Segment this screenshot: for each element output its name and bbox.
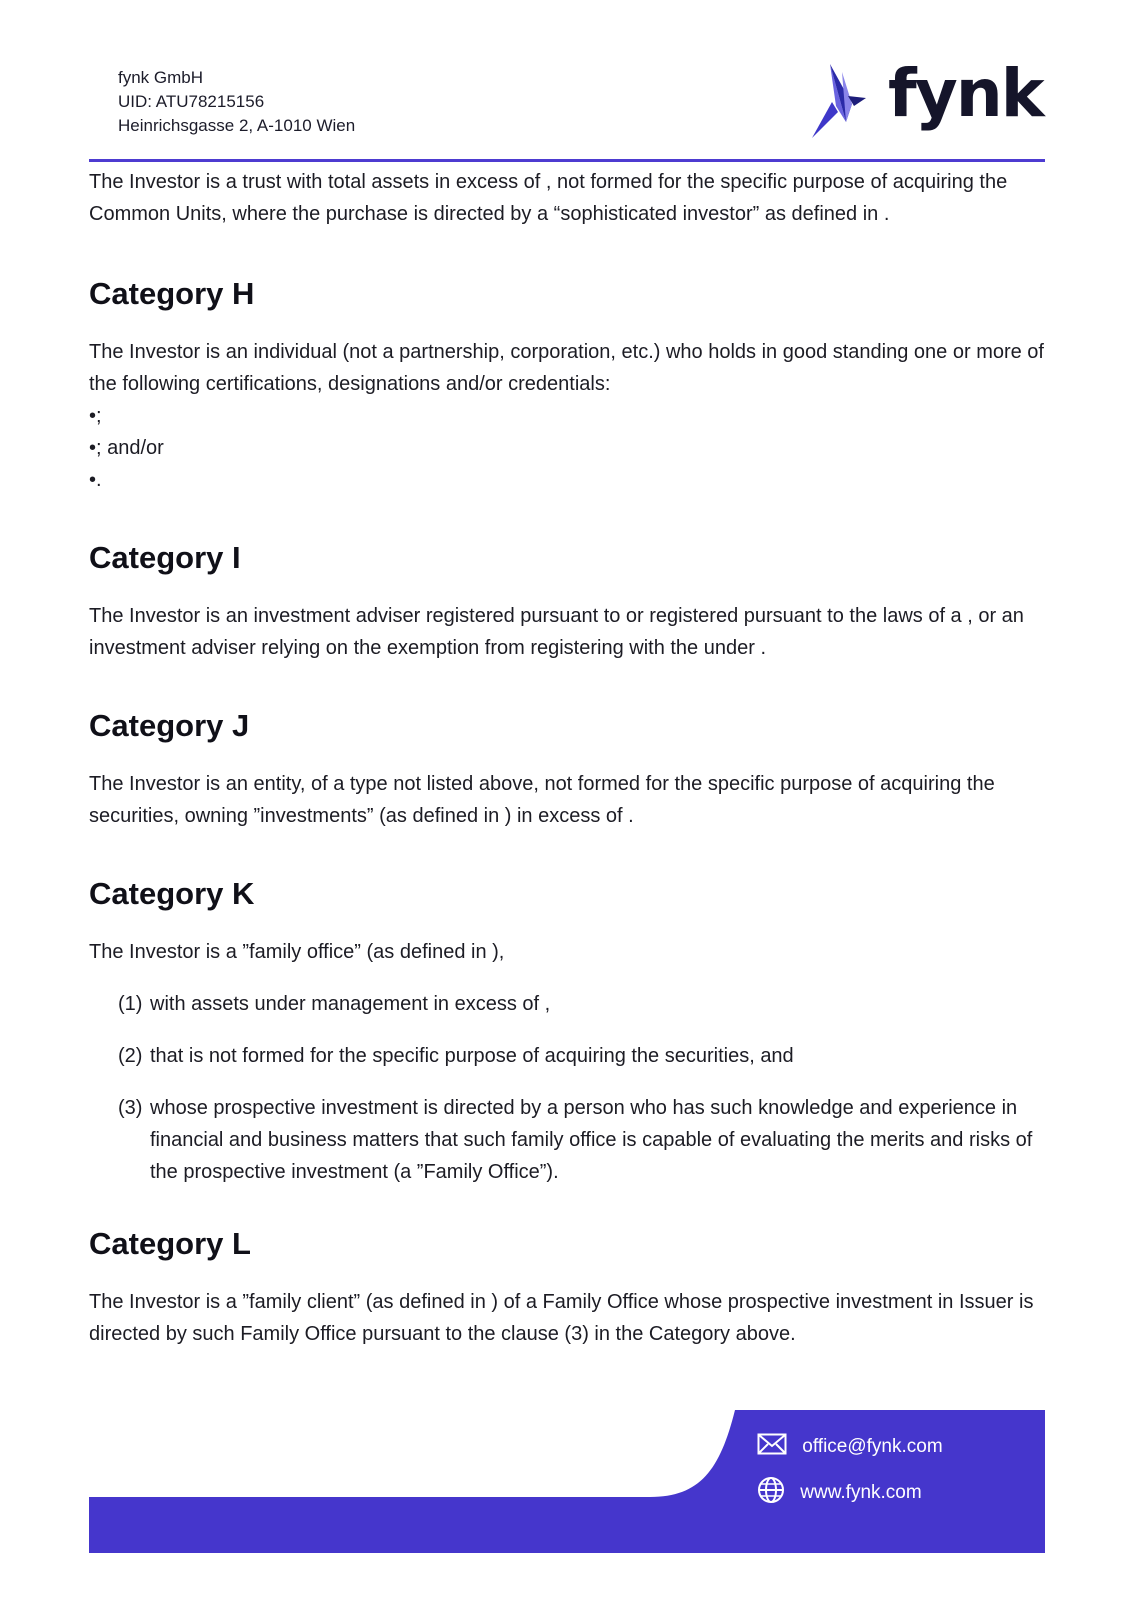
company-info	[118, 66, 355, 138]
list-item: • ;	[89, 400, 1049, 432]
intro-paragraph: The Investor is a trust with total assets in excess of , not formed for the specific purpose of acquiring the Common Units, where the purchase is directed by a “sophisticated investor” as defined in .	[89, 171, 1008, 225]
item-number: (2)	[118, 1045, 143, 1067]
heading-category-l: Category L	[89, 1226, 251, 1261]
heading-category-i: Category I	[89, 540, 241, 575]
category-h-list	[89, 400, 1049, 496]
logo-wordmark: fynk	[888, 55, 1043, 132]
header-divider	[89, 159, 1045, 162]
website-link[interactable]: www.fynk.com	[800, 1482, 922, 1504]
email-link[interactable]: office@fynk.com	[802, 1436, 943, 1458]
bird-logo-icon	[808, 62, 888, 142]
list-item	[89, 1040, 1049, 1072]
category-h-text: The Investor is an individual (not a partnership, corporation, etc.) who holds in good standing one or more of the following certifications, designations and/or credentials:	[89, 341, 1044, 395]
footer-email[interactable]	[757, 1433, 943, 1461]
item-text: that is not formed for the specific purpose of acquiring the securities, and	[150, 1045, 794, 1067]
footer-website[interactable]	[757, 1476, 922, 1510]
item-text: with assets under management in excess of ,	[150, 993, 551, 1015]
category-l-text: The Investor is a ”family client” (as defined in ) of a Family Office whose prospective investment in Issuer is directed by such Family Office pursuant to the clause (3) in the Category above.	[89, 1291, 1034, 1345]
list-item: • ; and/or	[89, 432, 1049, 464]
category-k-list	[89, 988, 1049, 1188]
heading-category-k: Category K	[89, 876, 255, 911]
list-item	[89, 1092, 1049, 1188]
company-address: Heinrichsgasse 2, A-1010 Wien	[118, 116, 356, 135]
footer-band	[0, 1410, 1131, 1570]
company-name: fynk GmbH	[118, 68, 204, 87]
heading-category-j: Category J	[89, 708, 250, 743]
globe-icon	[757, 1476, 785, 1510]
category-i-text: The Investor is an investment adviser registered pursuant to or registered pursuant to the laws of a , or an investment adviser relying on the exemption from registering with the under .	[89, 605, 1024, 659]
category-j-text: The Investor is an entity, of a type not listed above, not formed for the specific purpose of acquiring the securities, owning ”investments” (as defined in ) in excess of .	[89, 773, 995, 827]
document-body	[89, 166, 1049, 1350]
company-uid: UID: ATU78215156	[118, 92, 265, 111]
item-number: (1)	[118, 993, 143, 1015]
category-k-text: The Investor is a ”family office” (as defined in ),	[89, 941, 505, 963]
fynk-logo	[808, 55, 1043, 142]
item-number: (3)	[118, 1097, 143, 1119]
item-text: whose prospective investment is directed by a person who has such knowledge and experience in financial and business matters that such family office is capable of evaluating the merits and risks of the prospective investment (a ”Family Office”).	[150, 1097, 1033, 1183]
envelope-icon	[757, 1433, 787, 1461]
list-item: • .	[89, 464, 1049, 496]
list-item	[89, 988, 1049, 1020]
heading-category-h: Category H	[89, 276, 255, 311]
